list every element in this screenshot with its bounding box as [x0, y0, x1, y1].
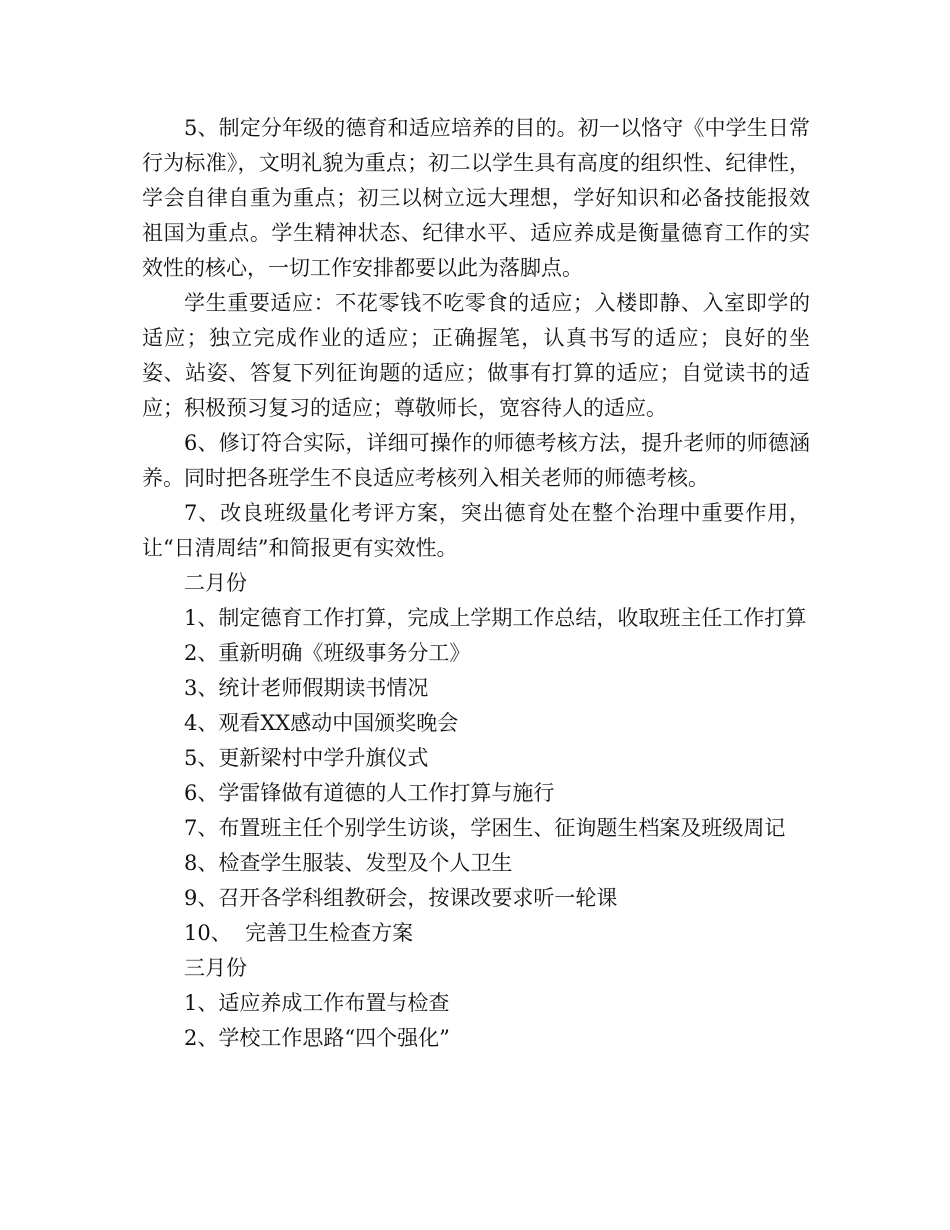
paragraph-moral-goals: 5、制定分年级的德育和适应培养的目的。初一以恪守《中学生日常行为标准》，文明礼貌为重点；初二以学生具有高度的组织性、纪律性，学会自律自重为重点；初三以树立远大理想，学好知识和必备技能报效祖国为重点。学生精神状态、纪律水平、适应养成是衡量德育工作的实效性的核心，一切工作安排都要以此为落脚点。: [142, 116, 810, 280]
list-item: 5、更新梁村中学升旗仪式: [184, 746, 429, 770]
paragraph-student-habits: 学生重要适应：不花零钱不吃零食的适应；入楼即静、入室即学的适应；独立完成作业的适应；正确握笔，认真书写的适应；良好的坐姿、站姿、答复下列征询题的适应；做事有打算的适应；自觉读书的适应；积极预习复习的适应；尊敬师长，宽容待人的适应。: [142, 291, 810, 420]
document-body: [142, 111, 810, 1056]
list-item: 1、制定德育工作打算，完成上学期工作总结，收取班主任工作打算: [184, 606, 807, 630]
list-item: 1、适应养成工作布置与检查: [184, 991, 450, 1015]
list-item: 7、布置班主任个别学生访谈，学困生、征询题生档案及班级周记: [184, 816, 786, 840]
list-item: 3、统计老师假期读书情况: [184, 676, 429, 700]
list-item: 2、学校工作思路“四个强化”: [184, 1026, 450, 1050]
list-item: 4、观看XX感动中国颁奖晚会: [184, 711, 459, 735]
list-item: 2、重新明确《班级事务分工》: [184, 641, 471, 665]
section-heading-february: 二月份: [184, 571, 247, 595]
paragraph-class-evaluation: 7、改良班级量化考评方案，突出德育处在整个治理中重要作用，让“日清周结”和简报更有实效性。: [142, 501, 810, 560]
paragraph-teacher-ethics: 6、修订符合实际，详细可操作的师德考核方法，提升老师的师德涵养。同时把各班学生不良适应考核列入相关老师的师德考核。: [142, 431, 810, 490]
section-heading-march: 三月份: [184, 956, 247, 980]
list-item: 10、 完善卫生检查方案: [184, 921, 414, 945]
list-item: 6、学雷锋做有道德的人工作打算与施行: [184, 781, 555, 805]
list-item: 9、召开各学科组教研会，按课改要求听一轮课: [184, 886, 618, 910]
list-item: 8、检查学生服装、发型及个人卫生: [184, 851, 513, 875]
